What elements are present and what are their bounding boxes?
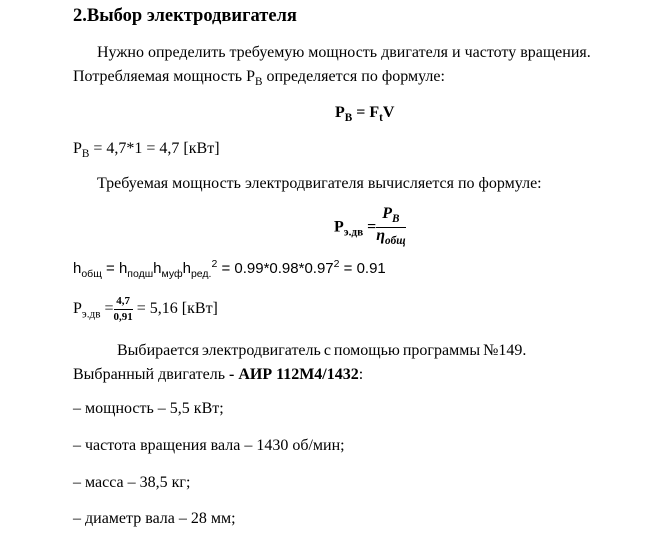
selected-motor-model: - АИР 112М4/1432 <box>228 366 359 383</box>
section-heading: 2.Выбор электродвигателя <box>73 6 297 26</box>
selected-motor-label: Выбранный двигатель <box>73 366 229 383</box>
formula-velocity: V <box>382 104 395 121</box>
paragraph-1-line-1: Нужно определить требуемую мощность двигателя и частоту вращения. <box>97 44 591 61</box>
eff-eq1: = h <box>101 260 128 277</box>
calculation-efficiency <box>73 258 386 280</box>
formula2-fraction <box>376 206 405 249</box>
eff-sub2: муф <box>161 268 183 280</box>
calc3-fraction <box>114 294 133 325</box>
calc3-denominator: 0,91 <box>113 311 133 323</box>
eff-mid: = 0.99*0.98*0.97 <box>217 260 334 277</box>
calc3-result: = 5,16 [кВт] <box>132 300 218 318</box>
calc1-value: = 4,7*1 = 4,7 [кВт] <box>89 140 220 157</box>
calc1-sub: В <box>81 148 90 161</box>
calc3-symbol: Р <box>73 300 82 318</box>
formula-lhs: P <box>335 104 345 121</box>
eff-sup: 2 <box>211 258 218 270</box>
formula-motor-power <box>334 206 406 249</box>
eff-sub: общ <box>81 268 102 280</box>
formula2-lhs: Р <box>334 218 344 236</box>
calc1-symbol: Р <box>73 140 82 157</box>
paragraph-3-line-2 <box>73 366 363 384</box>
eff-h2: h <box>153 260 162 277</box>
calc3-numerator: 4,7 <box>114 294 133 310</box>
eff-h3: h <box>182 260 191 277</box>
formula-force-sub: t <box>379 112 383 125</box>
calc3-eq: = <box>100 300 114 318</box>
eff-sub3: ред. <box>190 268 212 280</box>
formula-force: = F <box>352 104 380 121</box>
eff-sub1: подш <box>127 268 154 280</box>
eff-sup2: 2 <box>333 258 340 270</box>
list-item: – частота вращения вала – 1430 об/мин; <box>73 437 345 454</box>
calc3-sub: э.дв <box>81 308 101 321</box>
selected-motor-colon: : <box>358 366 364 383</box>
list-item: – диаметр вала – 28 мм; <box>73 510 236 527</box>
eff-result: = 0.91 <box>339 260 386 277</box>
paragraph-2: Требуемая мощность электродвигателя вычисляется по формуле: <box>97 175 542 192</box>
calculation-motor-power <box>73 294 218 325</box>
eff-h: h <box>73 260 82 277</box>
list-item: – мощность – 5,5 кВт; <box>73 400 224 417</box>
power-symbol: Потребляемая мощность Р <box>73 68 255 85</box>
formula-lhs-sub: B <box>344 112 353 125</box>
formula-power <box>335 104 394 124</box>
formula2-denominator: $\eta_{общ}$ <box>376 227 406 248</box>
formula2-numerator: $P_B$ <box>376 206 405 228</box>
paragraph-1-line-2 <box>73 68 445 88</box>
formula2-eq: = <box>363 218 377 236</box>
power-subscript: В <box>255 76 263 89</box>
calculation-power <box>73 140 220 160</box>
paragraph-1-line-2-end: определяется по формуле: <box>262 68 445 85</box>
paragraph-3-line-1: Выбирается электродвигатель с помощью программы №149. <box>117 342 527 359</box>
formula2-lhs-sub: э.дв <box>343 226 364 239</box>
list-item: – масса – 38,5 кг; <box>73 474 191 491</box>
